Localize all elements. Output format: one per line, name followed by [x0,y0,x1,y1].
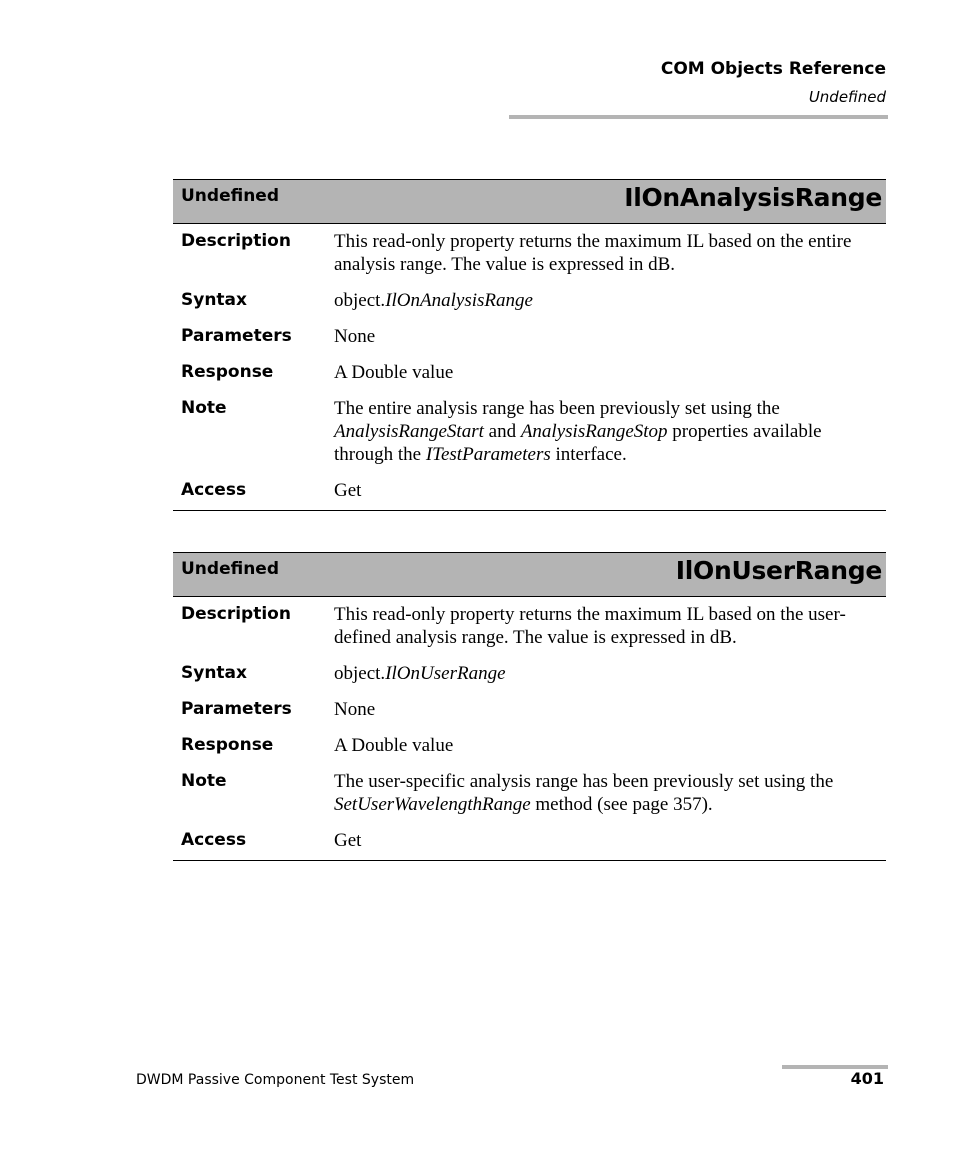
syntax-name: IlOnAnalysisRange [385,290,533,311]
note-reference: AnalysisRangeStop [520,421,668,442]
property-table-iloanalysisrange [173,179,886,511]
note-text: The user-specific analysis range has been previously set using the [334,771,834,792]
property-category: Undefined [181,186,280,206]
note-value [334,397,886,466]
property-header [173,552,886,597]
response-value: A Double value [334,735,454,756]
row-label: Response [181,735,274,755]
syntax-row [173,283,886,319]
description-row [173,224,886,283]
access-row [173,823,886,860]
page-number: 401 [850,1069,884,1088]
section-subtitle: Undefined [808,88,886,106]
syntax-value [334,662,886,685]
property-table-ilonuserrange [173,552,886,861]
note-reference: SetUserWavelengthRange [334,794,531,815]
row-label: Access [181,480,247,500]
row-label: Parameters [181,699,292,719]
access-row [173,473,886,510]
note-text: interface. [550,444,627,465]
property-name: IlOnAnalysisRange [624,183,882,212]
note-text: properties available through the [334,421,822,465]
property-name: IlOnUserRange [675,556,882,585]
row-label: Description [181,604,291,624]
chapter-title: COM Objects Reference [660,59,886,79]
note-value [334,770,886,816]
syntax-row [173,656,886,692]
row-label: Syntax [181,290,247,310]
response-row [173,728,886,764]
row-label: Description [181,231,291,251]
row-label: Note [181,771,227,791]
note-text: method (see page 357). [530,794,713,815]
syntax-prefix: object. [334,663,386,684]
row-label: Note [181,398,227,418]
access-value: Get [334,830,362,851]
syntax-value [334,289,886,312]
note-reference: ITestParameters [425,444,551,465]
description-row [173,597,886,656]
property-category: Undefined [181,559,280,579]
note-text: and [483,421,521,442]
parameters-row [173,319,886,355]
syntax-prefix: object. [334,290,386,311]
access-value: Get [334,480,362,501]
note-row [173,764,886,823]
footer-doc-title: DWDM Passive Component Test System [136,1072,415,1088]
syntax-name: IlOnUserRange [385,663,506,684]
parameters-value: None [334,326,376,347]
description-value: This read-only property returns the maximum IL based on the user-defined analysis range. The value is expressed in dB. [334,604,846,648]
row-label: Access [181,830,247,850]
row-label: Parameters [181,326,292,346]
note-reference: AnalysisRangeStart [334,421,484,442]
note-row [173,391,886,473]
response-value: A Double value [334,362,454,383]
running-head [661,58,886,108]
note-text: The entire analysis range has been previously set using the [334,398,780,419]
parameters-value: None [334,699,376,720]
header-rule [509,115,888,119]
row-label: Syntax [181,663,247,683]
parameters-row [173,692,886,728]
row-label: Response [181,362,274,382]
description-value: This read-only property returns the maximum IL based on the entire analysis range. The value is expressed in dB. [334,231,852,275]
response-row [173,355,886,391]
property-header [173,179,886,224]
